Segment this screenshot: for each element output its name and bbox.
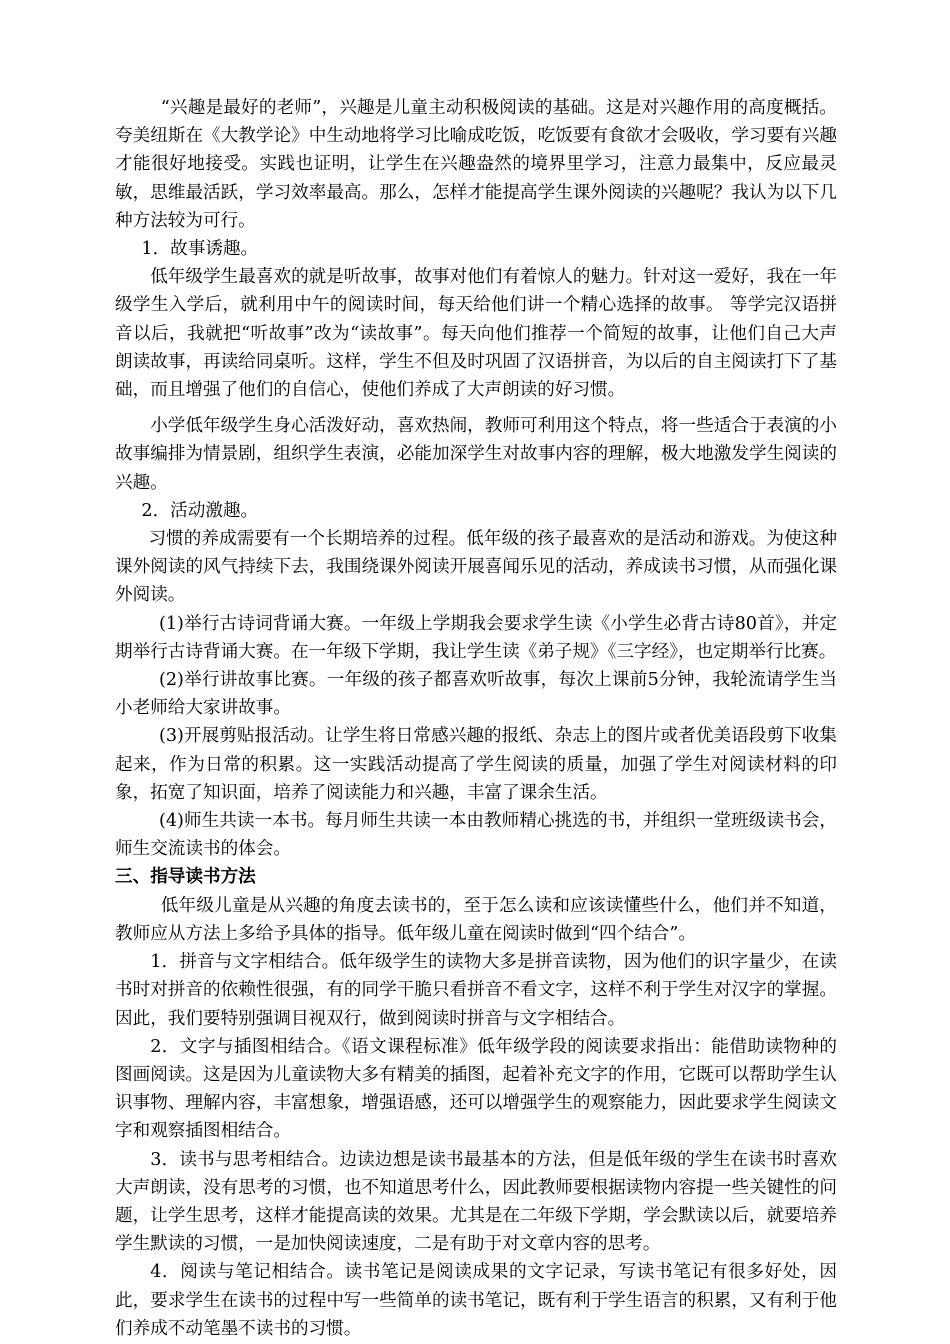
paragraph-thinking: 3．读书与思考相结合。边读边想是读书最基本的方法，但是低年级的学生在读书时喜欢大声朗读，没有思考的习惯，也不知道思考什么，因此教师要根据读物内容提一些关键性的问题，让学生思考，这样才能提高读的效果。尤其是在二年级下学期，学会默读以后，就要培养学生默读的习惯，一是加快阅读速度，二是有助于对文章内容的思考。 (115, 1149, 837, 1255)
paragraph-habit: 习惯的养成需要有一个长期培养的过程。低年级的孩子最喜欢的是活动和游戏。为使这种课外阅读的风气持续下去，我围绕课外阅读开展喜闻乐见的活动，养成读书习惯，从而强化课外阅读。 (115, 529, 837, 606)
paragraph-intro: “兴趣是最好的老师”，兴趣是儿童主动积极阅读的基础。这是对兴趣作用的高度概括。夸美纽斯在《大教学论》中生动地将学习比喻成吃饭，吃饭要有食欲才会吸收，学习要有兴趣才能很好地接受。实践也证明，让学生在兴趣盎然的境界里学习，注意力最集中，反应最灵敏，思维最活跃，学习效率最高。那么，怎样才能提高学生课外阅读的兴趣呢？我认为以下几种方法较为可行。 (115, 98, 837, 231)
section-heading: 三、指导读书方法 (115, 867, 256, 888)
list-item-poetry: (1)举行古诗词背诵大赛。一年级上学期我会要求学生读《小学生必背古诗80首》，并定期举行古诗背诵大赛。在一年级下学期，我让学生读《弟子规》《三字经》，也定期举行比赛。 (115, 613, 837, 662)
list-item-shared-reading: (4)师生共读一本书。每月师生共读一本由教师精心挑选的书，并组织一堂班级读书会，师生交流读书的体会。 (115, 811, 837, 860)
paragraph-drama: 小学低年级学生身心活泼好动，喜欢热闹，教师可利用这个特点，将一些适合于表演的小故事编排为情景剧，组织学生表演，必能加深学生对故事内容的理解，极大地激发学生阅读的兴趣。 (115, 416, 837, 493)
paragraph-notes: 4．阅读与笔记相结合。读书笔记是阅读成果的文字记录，写读书笔记有很多好处，因此，要求学生在读书的过程中写一些简单的读书笔记，既有利于学生语言的积累，又有利于他们养成不动笔墨不读书的习惯。 (115, 1262, 837, 1339)
list-item-clipping: (3)开展剪贴报活动。让学生将日常感兴趣的报纸、杂志上的图片或者优美语段剪下收集起来，作为日常的积累。这一实践活动提高了学生阅读的质量，加强了学生对阅读材料的印象，拓宽了知识面，培养了阅读能力和兴趣，丰富了课余生活。 (115, 726, 837, 803)
paragraph-story: 低年级学生最喜欢的就是听故事，故事对他们有着惊人的魅力。针对这一爱好，我在一年级学生入学后，就利用中午的阅读时间，每天给他们讲一个精心选择的故事。 等学完汉语拼音以后，我就把“听故事”改为“读故事”。每天向他们推荐一个简短的故事，让他们自己大声朗读故事，再读给同桌听。这样，学生不但及时巩固了汉语拼音，为以后的自主阅读打下了基础，而且增强了他们的自信心，使他们养成了大声朗读的好习惯。 (115, 267, 837, 401)
document-body (115, 94, 837, 1343)
subheading-activity: 2．活动激趣。 (141, 500, 259, 521)
paragraph-illustration: 2．文字与插图相结合。《语文课程标准》低年级学段的阅读要求指出：能借助读物种的图画阅读。这是因为儿童读物大多有精美的插图，起着补充文字的作用，它既可以帮助学生认识事物、理解内容，丰富想象，增强语感，还可以增强学生的观察能力，因此要求学生阅读文字和观察插图相结合。 (115, 1036, 837, 1142)
paragraph-pinyin: 1．拼音与文字相结合。低年级学生的读物大多是拼音读物，因为他们的识字量少，在读书时对拼音的依赖性很强，有的同学干脆只看拼音不看文字，这样不利于学生对汉字的掌握。因此，我们要特别强调目视双行，做到阅读时拼音与文字相结合。 (115, 952, 837, 1029)
subheading-story: 1．故事诱趣。 (141, 239, 259, 260)
paragraph-methods-intro: 低年级儿童是从兴趣的角度去读书的，至于怎么读和应该读懂些什么，他们并不知道，教师应从方法上多给予具体的指导。低年级儿童在阅读时做到“四个结合”。 (115, 895, 837, 944)
list-item-storytelling: (2)举行讲故事比赛。一年级的孩子都喜欢听故事，每次上课前5分钟，我轮流请学生当小老师给大家讲故事。 (115, 670, 837, 719)
